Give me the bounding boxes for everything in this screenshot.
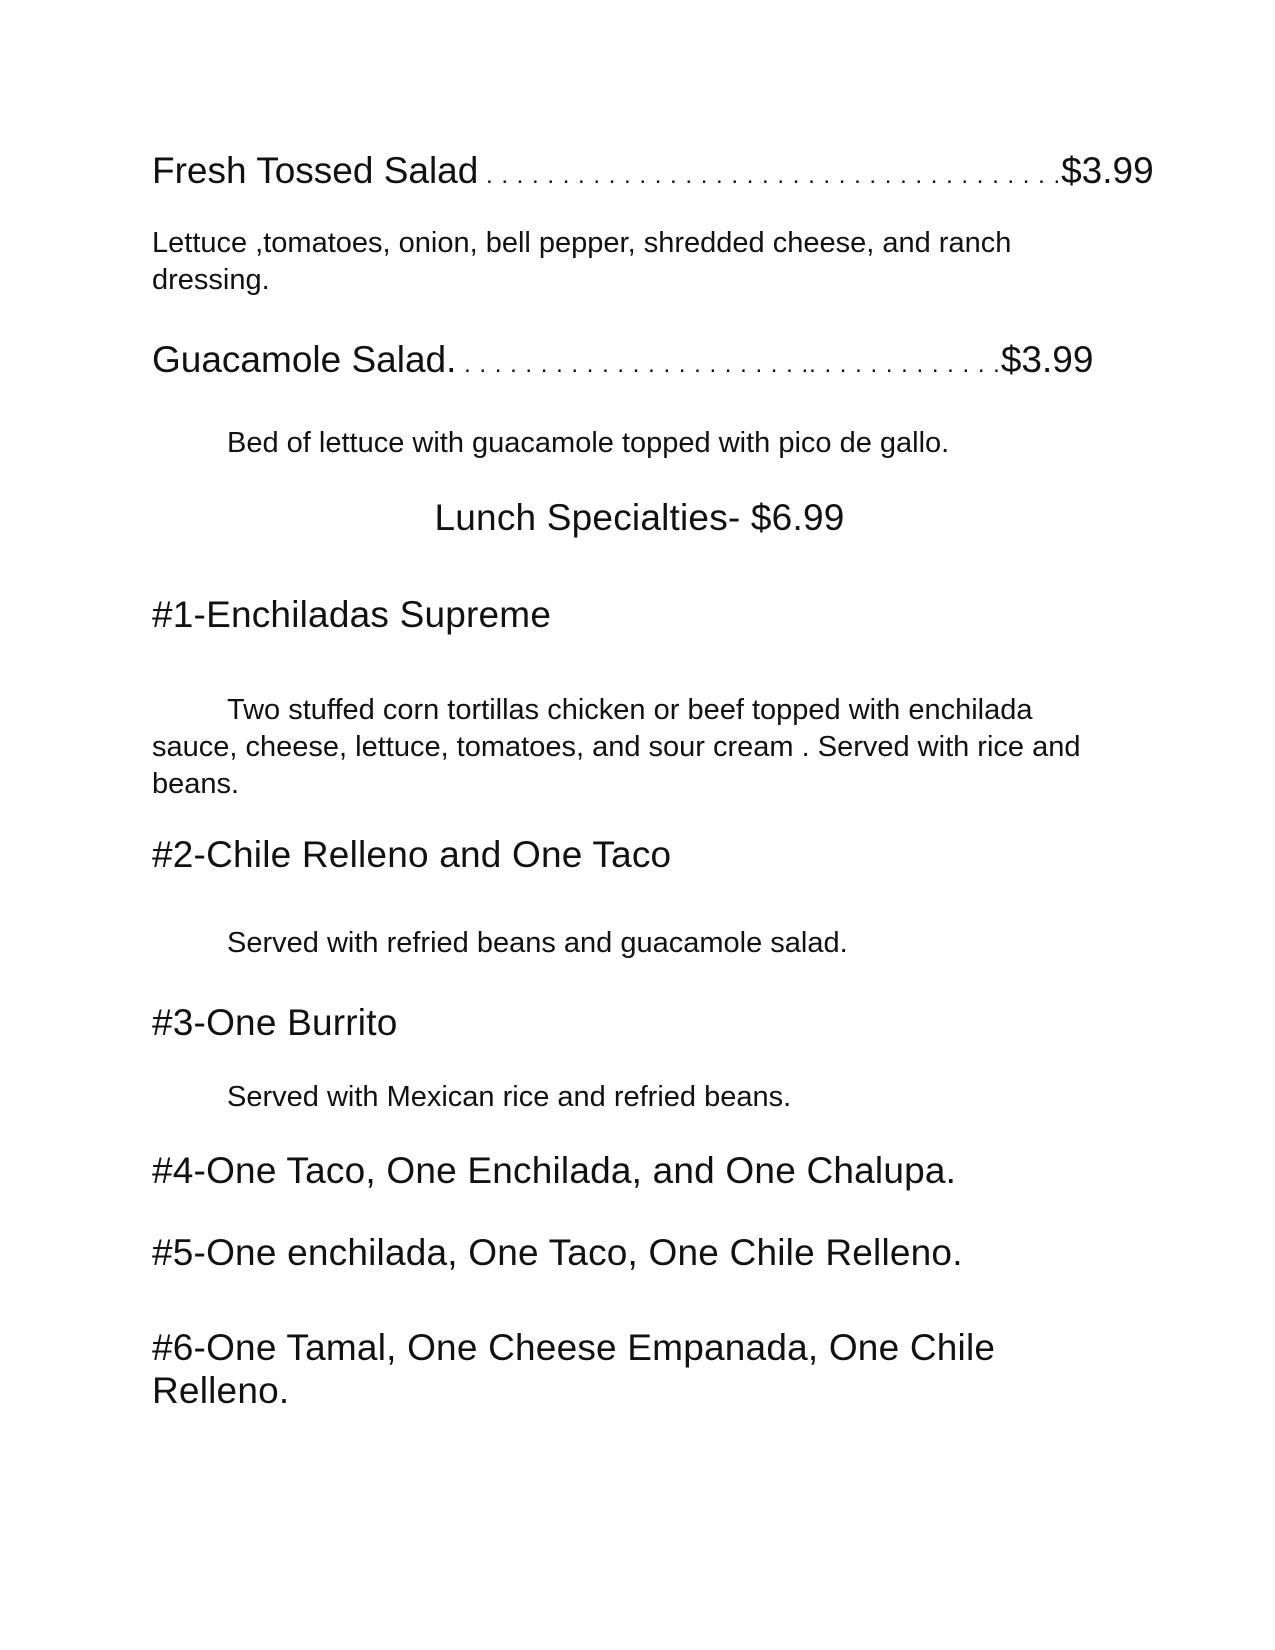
menu-item-row [152,338,1127,386]
dot-leader: . . . . . . . . . . . . . . . . . . . . . . . . . . . . . . . . . . . . . . [478,162,1062,189]
menu-item-description: Bed of lettuce with guacamole topped with pico de gallo. [227,427,950,459]
special-heading: #4-One Taco, One Enchilada, and One Chalupa. [152,1150,957,1191]
special-heading: #6-One Tamal, One Cheese Empanada, One Chile Relleno. [152,1327,996,1411]
special-heading: #3-One Burrito [152,1002,398,1043]
section-title: Lunch Specialties- $6.99 [434,497,845,538]
menu-item-name: Fresh Tossed Salad [152,150,479,191]
special-description: Two stuffed corn tortillas chicken or beef topped with enchilada sauce, cheese, lettuce, tomatoes, and sour cream . Served with rice and beans. [152,694,1081,800]
menu-item-price: $3.99 [1000,339,1094,380]
special-description: Served with Mexican rice and refried beans. [227,1081,792,1113]
menu-item-name: Guacamole Salad. [152,339,457,380]
menu-item-description: Lettuce ,tomatoes, onion, bell pepper, shredded cheese, and ranch dressing. [152,227,1012,296]
special-heading: #5-One enchilada, One Taco, One Chile Relleno. [152,1232,963,1273]
special-description: Served with refried beans and guacamole salad. [227,927,848,959]
special-heading: #2-Chile Relleno and One Taco [152,834,672,875]
special-heading: #1-Enchiladas Supreme [152,594,552,635]
menu-item-row [152,149,1154,197]
menu-item-price: $3.99 [1061,150,1154,191]
dot-leader: . . . . . . . . . . . . . . . . . . . . . . .. . . . . . . . . . . . . [456,351,1001,378]
